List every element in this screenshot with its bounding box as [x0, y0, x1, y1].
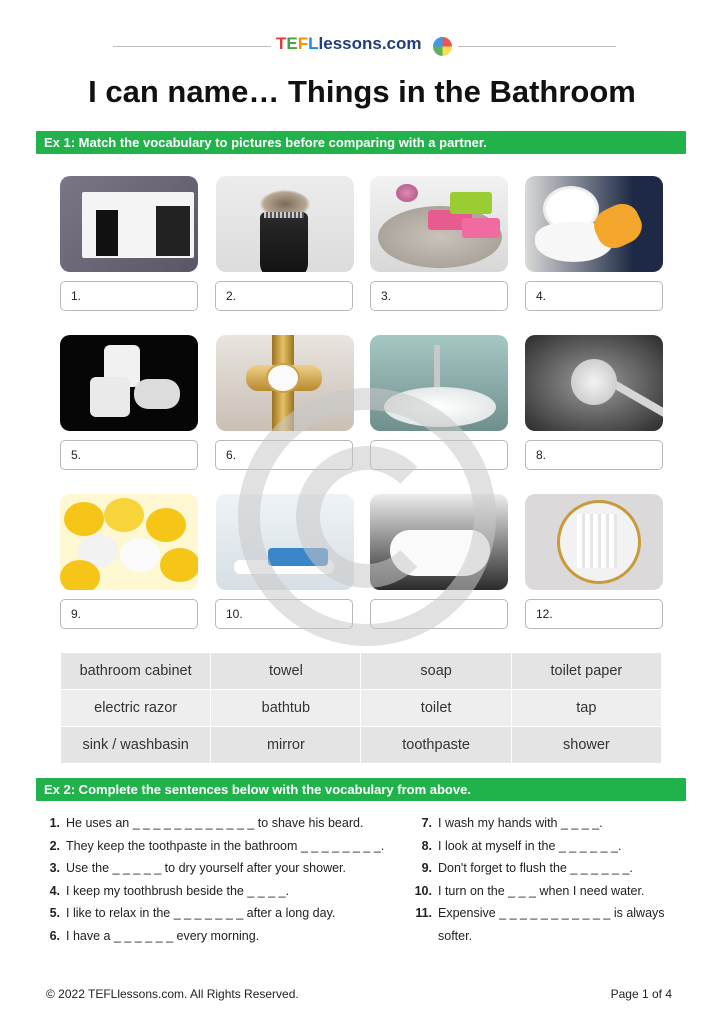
answer-box-5[interactable]: 5. — [60, 440, 198, 470]
logo-letter-l: L — [308, 34, 319, 53]
vocab-cell: electric razor — [61, 690, 211, 727]
exercise-1-heading: Ex 1: Match the vocabulary to pictures before comparing with a partner. — [36, 131, 686, 154]
header-divider-left — [113, 46, 271, 47]
towel-photo — [60, 494, 198, 590]
sentence-text: Expensive _ _ _ _ _ _ _ _ _ _ _ is always — [438, 906, 665, 921]
vocab-cell: toothpaste — [361, 727, 511, 764]
logo-letter-e: E — [286, 34, 298, 53]
sentence-number: 8. — [421, 838, 432, 853]
footer-page-number: Page 1 of 4 — [610, 987, 672, 1001]
sentence-number: 11. — [415, 906, 432, 921]
table-row — [61, 690, 662, 727]
sentence-number: 5. — [49, 906, 60, 921]
list-item — [38, 902, 398, 925]
answer-box-8[interactable]: 8. — [525, 440, 663, 470]
answer-box-2[interactable]: 2. — [215, 281, 353, 311]
table-row — [61, 727, 662, 764]
sentence-text: I keep my toothbrush beside the _ _ _ _. — [66, 883, 290, 898]
shower-photo — [525, 335, 663, 431]
sentence-text: I have a _ _ _ _ _ _ every morning. — [66, 928, 260, 943]
globe-icon — [433, 37, 452, 56]
list-item — [410, 880, 710, 903]
vocab-cell: soap — [361, 653, 511, 690]
list-item — [38, 857, 398, 880]
bathroom-cabinet-photo — [60, 176, 198, 272]
header-logo-row — [0, 34, 724, 60]
answer-box-10[interactable]: 10. — [215, 599, 353, 629]
sentence-text: Use the _ _ _ _ _ to dry yourself after your shower. — [66, 861, 347, 876]
list-item — [38, 880, 398, 903]
copyright-watermark-icon — [238, 388, 496, 646]
vocab-cell: sink / washbasin — [61, 727, 211, 764]
list-item — [38, 835, 398, 858]
answer-box-4[interactable]: 4. — [525, 281, 663, 311]
logo-letter-f: F — [297, 34, 309, 53]
vocab-cell: bathroom cabinet — [61, 653, 211, 690]
vocab-cell: shower — [511, 727, 661, 764]
header-divider-right — [458, 46, 616, 47]
vocab-cell: toilet paper — [511, 653, 661, 690]
toilet-paper-photo — [60, 335, 198, 431]
answer-box-1[interactable]: 1. — [60, 281, 198, 311]
logo-letter-t: T — [276, 34, 287, 53]
sentences-left-column — [38, 812, 398, 948]
vocab-cell: toilet — [361, 690, 511, 727]
sentence-text: I like to relax in the _ _ _ _ _ _ _ after a long day. — [66, 906, 336, 921]
electric-razor-photo — [216, 176, 354, 272]
sentences-right-column — [410, 812, 710, 948]
sentence-number: 6. — [49, 928, 60, 943]
brand-logo — [276, 34, 456, 60]
sentence-text: I look at myself in the _ _ _ _ _ _. — [438, 838, 622, 853]
sentence-number: 4. — [49, 883, 60, 898]
sentence-number: 10. — [414, 883, 432, 898]
sentence-number: 3. — [49, 861, 60, 876]
mirror-photo — [525, 494, 663, 590]
sentence-number: 9. — [421, 861, 432, 876]
page-title: I can name… Things in the Bathroom — [88, 74, 636, 109]
sentence-text: I wash my hands with _ _ _ _. — [438, 816, 603, 830]
sentence-number: 7. — [421, 816, 432, 830]
soap-photo — [370, 176, 508, 272]
list-item — [38, 812, 398, 835]
exercise-2-heading: Ex 2: Complete the sentences below with the vocabulary from above. — [36, 778, 686, 801]
answer-box-12[interactable]: 12. — [525, 599, 663, 629]
table-row — [61, 653, 662, 690]
list-item — [410, 902, 710, 925]
answer-box-3[interactable]: 3. — [370, 281, 508, 311]
sentence-text: I turn on the _ _ _ when I need water. — [438, 883, 645, 898]
sentence-number — [410, 925, 432, 948]
vocab-cell: mirror — [211, 727, 361, 764]
list-item — [410, 857, 710, 880]
list-item — [410, 812, 710, 835]
logo-text: lessons.com — [318, 34, 422, 53]
sentence-number: 2. — [49, 838, 60, 853]
vocabulary-table — [60, 652, 662, 764]
footer-copyright: © 2022 TEFLlessons.com. All Rights Reserved. — [46, 987, 299, 1001]
sentence-number: 1. — [49, 816, 60, 830]
sentence-text: He uses an _ _ _ _ _ _ _ _ _ _ _ _ to shave his beard. — [66, 816, 364, 830]
answer-box-6[interactable]: 6. — [215, 440, 353, 470]
toilet-photo — [525, 176, 663, 272]
list-item — [38, 925, 398, 948]
answer-box-9[interactable]: 9. — [60, 599, 198, 629]
vocab-cell: bathtub — [211, 690, 361, 727]
list-item-continuation — [410, 925, 710, 948]
sentence-text: softer. — [438, 928, 473, 943]
sentence-text: Don't forget to flush the _ _ _ _ _ _. — [438, 861, 633, 876]
vocab-cell: tap — [511, 690, 661, 727]
list-item — [410, 835, 710, 858]
sentence-text: They keep the toothpaste in the bathroom _ _ _ _ _ _ _ _. — [66, 838, 385, 853]
vocab-cell: towel — [211, 653, 361, 690]
